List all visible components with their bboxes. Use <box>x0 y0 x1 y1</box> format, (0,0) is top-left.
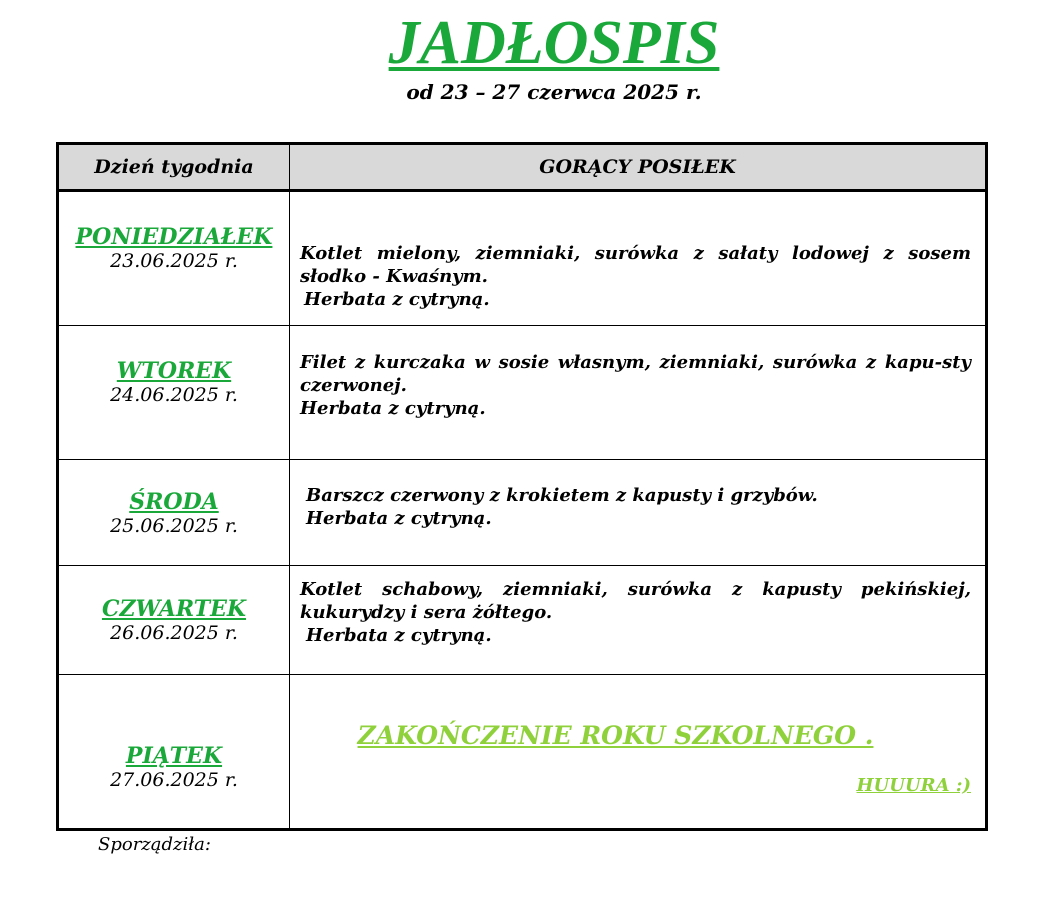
meal-cell <box>290 566 987 675</box>
meal-cell <box>290 460 987 566</box>
celebration-text: HUUURA :) <box>856 775 971 796</box>
day-date: 27.06.2025 r. <box>110 768 238 791</box>
day-date: 26.06.2025 r. <box>110 622 238 644</box>
meal-description: Barszcz czerwony z krokietem z kapusty i grzybów. <box>306 485 818 506</box>
day-name: PONIEDZIAŁEK <box>75 223 273 250</box>
table-row <box>58 326 987 460</box>
day-name: PIĄTEK <box>125 742 223 769</box>
table-header-row <box>58 144 987 191</box>
page-title: JADŁOSPIS <box>388 9 720 77</box>
day-cell <box>58 566 290 675</box>
table-row <box>58 675 987 830</box>
meal-description: Kotlet mielony, ziemniaki, surówka z sałaty lodowej z sosem słodko - Kwaśnym. <box>300 243 971 287</box>
meal-cell <box>290 326 987 460</box>
day-cell <box>58 191 290 326</box>
day-date: 24.06.2025 r. <box>110 383 238 406</box>
day-name: WTOREK <box>116 357 232 384</box>
table-row <box>58 460 987 566</box>
meal-description: Kotlet schabowy, ziemniaki, surówka z kapusty pekińskiej, kukurydzy i sera żółtego. <box>300 579 971 623</box>
table-row <box>58 566 987 675</box>
meal-drink: Herbata z cytryną. <box>306 508 492 529</box>
meal-drink: Herbata z cytryną. <box>300 398 486 419</box>
column-header-day: Dzień tygodnia <box>58 144 290 191</box>
day-cell <box>58 460 290 566</box>
column-header-meal: GORĄCY POSIŁEK <box>290 144 987 191</box>
day-cell <box>58 326 290 460</box>
meal-description: Filet z kurczaka w sosie własnym, ziemniaki, surówka z kapu-sty czerwonej. <box>300 352 971 396</box>
day-date: 25.06.2025 r. <box>110 514 238 537</box>
table-row <box>58 191 987 326</box>
day-name: CZWARTEK <box>101 596 247 622</box>
meal-drink: Herbata z cytryną. <box>304 289 490 310</box>
meal-cell <box>290 675 987 830</box>
menu-table <box>56 142 988 831</box>
prepared-by-label: Sporządziła: <box>98 834 211 855</box>
meal-drink: Herbata z cytryną. <box>306 625 492 646</box>
school-year-end-announcement: ZAKOŃCZENIE ROKU SZKOLNEGO . <box>357 721 874 750</box>
meal-cell <box>290 191 987 326</box>
day-cell <box>58 675 290 830</box>
day-name: ŚRODA <box>129 488 219 515</box>
day-date: 23.06.2025 r. <box>110 249 238 272</box>
date-range-subtitle: od 23 – 27 czerwca 2025 r. <box>406 80 702 104</box>
